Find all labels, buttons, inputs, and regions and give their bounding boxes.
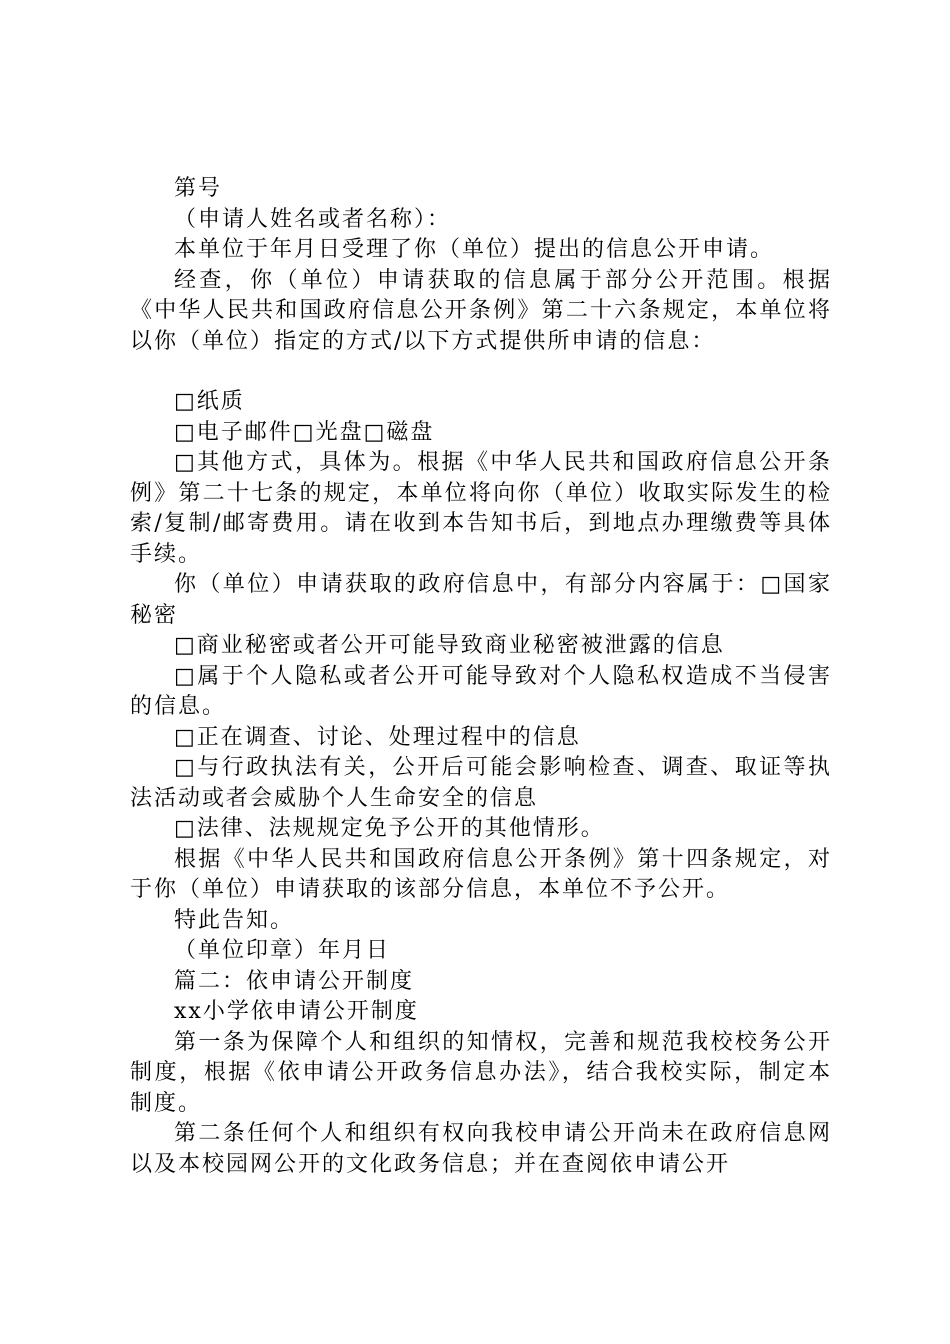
paragraph-applicant-name: （申请人姓名或者名称）： bbox=[174, 206, 452, 232]
paragraph-exempt: □法律、法规规定免予公开的其他情形。 bbox=[174, 816, 605, 841]
paragraph-blank bbox=[130, 357, 832, 387]
paragraph-review-result: 经查，你（单位）申请获取的信息属于部分公开范围。根据《中华人民共和国政府信息公开条例》第二十六条规定，本单位将以你（单位）指定的方式/以下方式提供所申请的信息： bbox=[130, 267, 832, 354]
paragraph-partial-content: 你（单位）申请获取的政府信息中，有部分内容属于：□国家秘密 bbox=[130, 572, 832, 628]
paragraph-privacy: □属于个人隐私或者公开可能导致对个人隐私权造成不当侵害的信息。 bbox=[130, 663, 832, 719]
paragraph-option-other: □其他方式，具体为。根据《中华人民共和国政府信息公开条例》第二十七条的规定，本单位将向你（单位）收取实际发生的检索/复制/邮寄费用。请在收到本告知书后，到地点办理缴费等具体手续。 bbox=[130, 450, 832, 567]
paragraph-article-two: 第二条任何个人和组织有权向我校申请公开尚未在政府信息网以及本校园网公开的文化政务信息；并在查阅依申请公开 bbox=[130, 1121, 832, 1177]
paragraph-notice: 特此告知。 bbox=[174, 907, 295, 933]
paragraph-doc-number: 第号 bbox=[174, 176, 223, 201]
paragraph-option-electronic: □电子邮件□光盘□磁盘 bbox=[174, 419, 435, 445]
paragraph-law-enforcement: □与行政执法有关，公开后可能会影响检查、调查、取证等执法活动或者会威胁个人生命安全的信息 bbox=[130, 755, 832, 811]
paragraph-seal-date: （单位印章）年月日 bbox=[174, 938, 391, 963]
section-heading-part-two: 篇二：依申请公开制度 bbox=[174, 968, 415, 994]
paragraph-commercial-secret: □商业秘密或者公开可能导致商业秘密被泄露的信息 bbox=[174, 633, 725, 658]
document-body bbox=[130, 174, 832, 1180]
paragraph-option-paper: □纸质 bbox=[174, 389, 245, 414]
section-title-school-policy: xx小学依申请公开制度 bbox=[174, 999, 419, 1024]
paragraph-accepted: 本单位于年月日受理了你（单位）提出的信息公开申请。 bbox=[174, 237, 775, 262]
paragraph-article-fourteen: 根据《中华人民共和国政府信息公开条例》第十四条规定，对于你（单位）申请获取的该部分信息，本单位不予公开。 bbox=[130, 846, 832, 902]
paragraph-article-one: 第一条为保障个人和组织的知情权，完善和规范我校校务公开制度，根据《依申请公开政务信息办法》，结合我校实际，制定本制度。 bbox=[130, 1029, 832, 1116]
paragraph-in-process: □正在调查、讨论、处理过程中的信息 bbox=[174, 724, 581, 750]
